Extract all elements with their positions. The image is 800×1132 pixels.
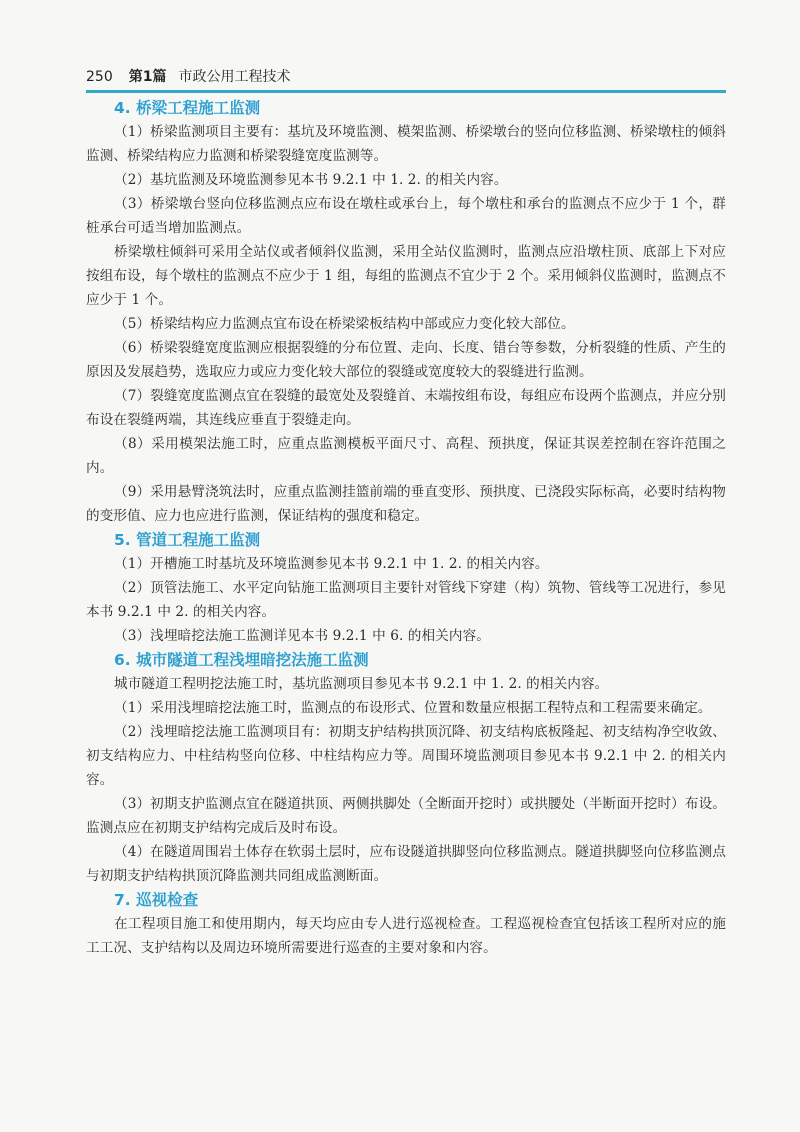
paragraph: （2）基坑监测及环境监测参见本书 9.2.1 中 1. 2. 的相关内容。 <box>114 172 508 188</box>
part-label: 第1篇 <box>128 69 167 85</box>
paragraph: （8）采用模架法施工时，应重点监测模板平面尺寸、高程、预拱度，保证其误差控制在容许范围之内。 <box>86 436 726 476</box>
paragraph: （2）顶管法施工、水平定向钻施工监测项目主要针对管线下穿建（构）筑物、管线等工况进行，参见本书 9.2.1 中 2. 的相关内容。 <box>86 580 726 620</box>
paragraph: （7）裂缝宽度监测点宜在裂缝的最宽处及裂缝首、末端按组布设，每组应布设两个监测点，并应分别布设在裂缝两端，其连线应垂直于裂缝走向。 <box>86 388 726 428</box>
paragraph: （3）浅埋暗挖法施工监测详见本书 9.2.1 中 6. 的相关内容。 <box>114 628 490 644</box>
section-heading: 5. 管道工程施工监测 <box>114 531 261 549</box>
paragraph: （6）桥梁裂缝宽度监测应根据裂缝的分布位置、走向、长度、错台等参数，分析裂缝的性质、产生的原因及发展趋势，选取应力或应力变化较大部位的裂缝或宽度较大的裂缝进行监测。 <box>86 340 726 380</box>
paragraph: 桥梁墩柱倾斜可采用全站仪或者倾斜仪监测，采用全站仪监测时，监测点应沿墩柱顶、底部上下对应按组布设，每个墩柱的监测点不应少于 1 组，每组的监测点不宜少于 2 个。采用倾斜仪监测时，监测点不应少于 1 个。 <box>86 244 726 308</box>
paragraph: （1）桥梁监测项目主要有：基坑及环境监测、模架监测、桥梁墩台的竖向位移监测、桥梁墩柱的倾斜监测、桥梁结构应力监测和桥梁裂缝宽度监测等。 <box>86 124 726 164</box>
paragraph: （3）桥梁墩台竖向位移监测点应布设在墩柱或承台上，每个墩柱和承台的监测点不应少于 1 个，群桩承台可适当增加监测点。 <box>86 196 726 236</box>
paragraph: 城市隧道工程明挖法施工时，基坑监测项目参见本书 9.2.1 中 1. 2. 的相关内容。 <box>114 676 609 692</box>
section-heading: 6. 城市隧道工程浅埋暗挖法施工监测 <box>114 651 369 669</box>
paragraph: （3）初期支护监测点宜在隧道拱顶、两侧拱脚处（全断面开挖时）或拱腰处（半断面开挖时）布设。监测点应在初期支护结构完成后及时布设。 <box>86 796 726 836</box>
paragraph: （5）桥梁结构应力监测点宜布设在桥梁梁板结构中部或应力变化较大部位。 <box>114 316 575 332</box>
paragraph: （1）开槽施工时基坑及环境监测参见本书 9.2.1 中 1. 2. 的相关内容。 <box>114 556 549 572</box>
header-rule <box>86 90 726 93</box>
paragraph: 在工程项目施工和使用期内，每天均应由专人进行巡视检查。工程巡视检查宜包括该工程所对应的施工工况、支护结构以及周边环境所需要进行巡查的主要对象和内容。 <box>86 916 726 956</box>
part-title: 市政公用工程技术 <box>178 69 291 85</box>
paragraph: （1）采用浅埋暗挖法施工时，监测点的布设形式、位置和数量应根据工程特点和工程需要来确定。 <box>114 700 712 716</box>
paragraph: （4）在隧道周围岩土体存在软弱土层时，应布设隧道拱脚竖向位移监测点。隧道拱脚竖向位移监测点与初期支护结构拱顶沉降监测共同组成监测断面。 <box>86 844 726 884</box>
page-body <box>86 96 726 960</box>
page-number: 250 <box>86 69 113 85</box>
section-heading: 4. 桥梁工程施工监测 <box>114 99 261 117</box>
running-header <box>86 66 726 88</box>
paragraph: （2）浅埋暗挖法施工监测项目有：初期支护结构拱顶沉降、初支结构底板隆起、初支结构净空收敛、初支结构应力、中柱结构竖向位移、中柱结构应力等。周围环境监测项目参见本书 9.2.1 中 2. 的相关内容。 <box>86 724 726 788</box>
section-heading: 7. 巡视检查 <box>114 891 199 909</box>
paragraph: （9）采用悬臂浇筑法时，应重点监测挂篮前端的垂直变形、预拱度、已浇段实际标高，必要时结构物的变形值、应力也应进行监测，保证结构的强度和稳定。 <box>86 484 726 524</box>
